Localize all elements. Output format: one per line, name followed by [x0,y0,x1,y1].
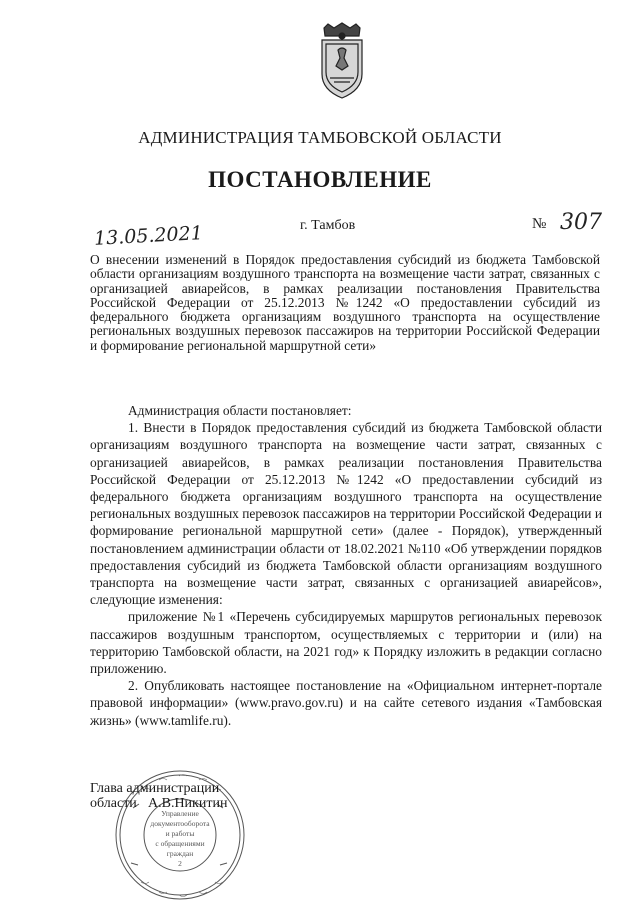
stamp-number: 2 [178,859,182,868]
coat-of-arms-emblem [314,22,370,100]
document-date: 13.05.2021 [93,222,204,250]
number-label: № [532,216,547,232]
document-subject: О внесении изменений в Порядок предоставления субсидий из бюджета Тамбовской области организациям воздушного транспорта на возмещение части затрат, связанных с организацией авиарейсов, в рамках реализации постановления Правительства Российской Федерации от 25.12.2013 №1242 «О предоставлении субсидий из федерального бюджета организациям воздушного транспорта на осуществление региональных воздушных перевозок пассажиров на территории Российской Федерации и формирование региональной маршрутной сети» [90,252,600,353]
body-paragraph: приложение №1 «Перечень субсидируемых маршрутов региональных перевозок пассажиров воздушным транспортом, осуществляемых с территории и (или) на территорию Тамбовской области, на 2021 год» к Порядку изложить в редакции согласно приложению. [90,609,602,677]
city-label: г. Тамбов [300,218,356,233]
stamp-line: Управление [161,809,199,818]
organization-name: АДМИНИСТРАЦИЯ ТАМБОВСКОЙ ОБЛАСТИ [138,128,502,147]
body-paragraph: 2. Опубликовать настоящее постановление на «Официальном интернет-портале правовой информации» (www.pravo.gov.ru) и на сайте сетевого издания «Тамбовская жизнь» (www.tamlife.ru). [90,678,602,728]
signatory-position-region: области [90,796,137,811]
stamp-line: граждан [166,849,194,858]
stamp-line: документооборота [150,819,210,828]
stamp-line: с обращениями [155,839,205,848]
document-type-title: ПОСТАНОВЛЕНИЕ [208,167,432,192]
stamp-line: и работы [165,829,195,838]
document-body [90,402,602,729]
signatory-position: Глава администрации [90,781,220,796]
document-number: 307 [560,210,602,235]
body-paragraph: Администрация области постановляет: [128,403,352,418]
signatory-name: А.В.Никитин [148,796,228,811]
body-paragraph: 1. Внести в Порядок предоставления субсидий из бюджета Тамбовской области организациям воздушного транспорта на возмещение части затрат, связанных с организацией авиарейсов, в рамках реализации постановления Правительства Российской Федерации от 25.12.2013 №1242 «О предоставлении субсидий из федерального бюджета организациям воздушного транспорта на осуществление региональных воздушных перевозок пассажиров на территории Российской Федерации и формирование региональной маршрутной сети» (далее - Порядок), утвержденный постановлением администрации области от 18.02.2021 №110 «Об утверждении порядков предоставления субсидий из бюджета Тамбовской области организациям воздушного транспорта на возмещение части затрат, связанных с организацией авиарейсов», следующие изменения: [90,420,602,608]
